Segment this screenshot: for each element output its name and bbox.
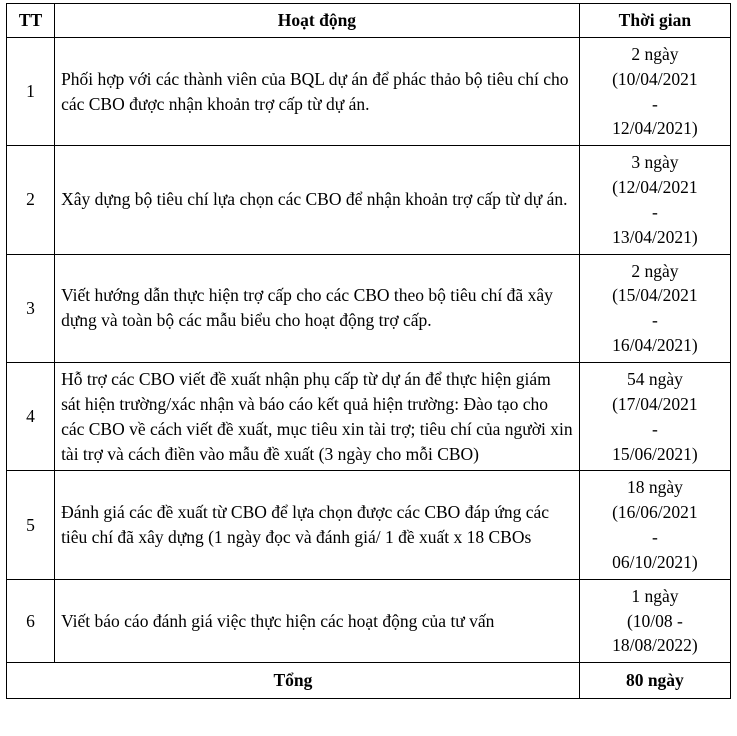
- time-separator: -: [651, 418, 658, 439]
- row-number: 2: [7, 146, 55, 254]
- time-duration: 2 ngày: [631, 43, 679, 64]
- row-number: 5: [7, 471, 55, 579]
- time-duration: 2 ngày: [631, 260, 679, 281]
- table-row: [7, 254, 731, 362]
- time-start: (15/04/2021: [612, 285, 698, 306]
- column-header-activity: Hoạt động: [55, 4, 580, 38]
- time-duration: 1 ngày: [631, 585, 679, 606]
- column-header-tt: TT: [7, 4, 55, 38]
- time-start: (12/04/2021: [612, 177, 698, 198]
- time-end: 12/04/2021): [612, 118, 698, 139]
- time-start: (10/08 -: [626, 610, 683, 631]
- table-total-row: [7, 663, 731, 699]
- row-number: 1: [7, 37, 55, 145]
- row-time: [579, 471, 730, 579]
- table-row: [7, 146, 731, 254]
- time-duration: 18 ngày: [626, 477, 683, 498]
- row-activity: Đánh giá các đề xuất từ CBO để lựa chọn được các CBO đáp ứng các tiêu chí đã xây dựng (1 ngày đọc và đánh giá/ 1 đề xuất x 18 CBOs: [55, 471, 580, 579]
- total-label: Tổng: [7, 663, 580, 699]
- row-time: [579, 254, 730, 362]
- document-page: [0, 3, 737, 736]
- row-number: 6: [7, 579, 55, 663]
- time-duration: 54 ngày: [626, 368, 683, 389]
- row-time: [579, 579, 730, 663]
- time-end: 18/08/2022): [612, 635, 698, 656]
- time-end: 13/04/2021): [612, 226, 698, 247]
- time-separator: -: [651, 93, 658, 114]
- row-activity: Phối hợp với các thành viên của BQL dự án để phác thảo bộ tiêu chí cho các CBO được nhận khoản trợ cấp từ dự án.: [55, 37, 580, 145]
- time-separator: -: [651, 201, 658, 222]
- time-start: (17/04/2021: [612, 393, 698, 414]
- table-row: [7, 579, 731, 663]
- row-time: [579, 146, 730, 254]
- row-time: [579, 37, 730, 145]
- time-end: 16/04/2021): [612, 335, 698, 356]
- time-separator: -: [651, 527, 658, 548]
- time-separator: -: [651, 310, 658, 331]
- time-end: 06/10/2021): [612, 551, 698, 572]
- table-header-row: [7, 4, 731, 38]
- table-row: [7, 362, 731, 470]
- total-value: 80 ngày: [579, 663, 730, 699]
- table-row: [7, 471, 731, 579]
- row-number: 3: [7, 254, 55, 362]
- activity-schedule-table: [6, 3, 731, 699]
- row-number: 4: [7, 362, 55, 470]
- row-activity: Xây dựng bộ tiêu chí lựa chọn các CBO để nhận khoản trợ cấp từ dự án.: [55, 146, 580, 254]
- row-activity: Viết báo cáo đánh giá việc thực hiện các hoạt động của tư vấn: [55, 579, 580, 663]
- row-time: [579, 362, 730, 470]
- time-duration: 3 ngày: [631, 152, 679, 173]
- time-start: (16/06/2021: [612, 502, 698, 523]
- column-header-time: Thời gian: [579, 4, 730, 38]
- time-start: (10/04/2021: [612, 68, 698, 89]
- row-activity: Viết hướng dẫn thực hiện trợ cấp cho các CBO theo bộ tiêu chí đã xây dựng và toàn bộ các mẫu biểu cho hoạt động trợ cấp.: [55, 254, 580, 362]
- time-end: 15/06/2021): [612, 443, 698, 464]
- table-row: [7, 37, 731, 145]
- row-activity: Hỗ trợ các CBO viết đề xuất nhận phụ cấp từ dự án để thực hiện giám sát hiện trường/xác nhận và báo cáo kết quả hiện trường: Đào tạo cho các CBO về cách viết đề xuất, mục tiêu xin tài trợ; tiêu chí của người xin tài trợ và cách điền vào mẫu đề xuất (3 ngày cho mỗi CBO): [55, 362, 580, 470]
